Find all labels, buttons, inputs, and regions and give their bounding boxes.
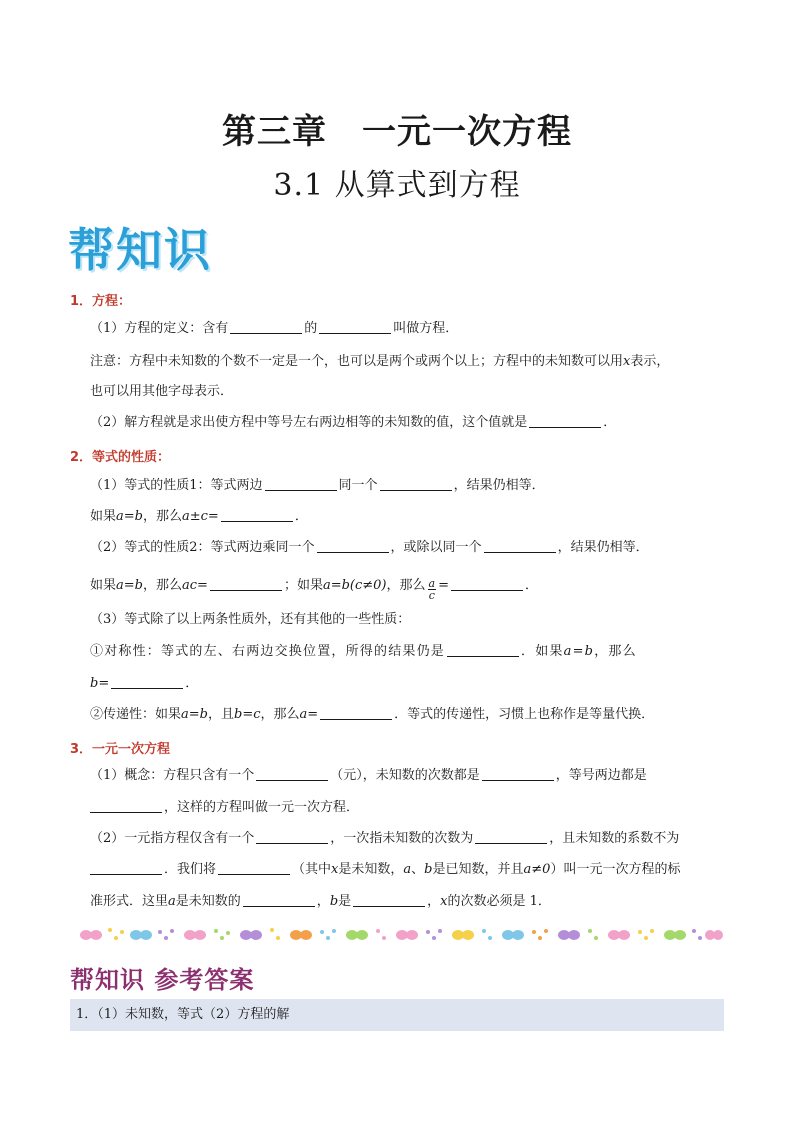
answer-blank[interactable] (210, 578, 282, 591)
answer-blank[interactable] (451, 578, 523, 591)
text-line: （2）一元指方程仅含有一个 ，一次指未知数的次数为 ，且未知数的系数不为 (90, 831, 680, 846)
text-line: 如果a=b，那么ac= ；如果a=b(c≠0)，那么 $\frac{a}{c}$ = ． (90, 577, 539, 602)
answer-blank[interactable] (353, 894, 425, 907)
text-line: ②传递性：如果a=b，且b=c，那么a= ．等式的传递性，习惯上也称作是等量代换． (90, 707, 655, 722)
answer-blank[interactable] (380, 478, 452, 491)
fraction-a-over-c: $\frac{a}{c}$ (428, 577, 436, 602)
text-line: （3）等式除了以上两条性质外，还有其他的一些性质： (90, 612, 411, 627)
text-line: ①对称性：等式的左、右两边交换位置，所得的结果仍是 ．如果a=b，那么 (90, 644, 637, 659)
answer-blank[interactable] (475, 831, 547, 844)
answer-blank[interactable] (529, 415, 601, 428)
answer-blank[interactable] (320, 707, 392, 720)
text-line: 也可以用其他字母表示． (90, 384, 234, 399)
answer-blank[interactable] (90, 800, 162, 813)
answer-blank[interactable] (90, 862, 162, 875)
answer-blank[interactable] (230, 321, 302, 334)
answer-blank[interactable] (221, 509, 293, 522)
text-line: （2）解方程就是求出使方程中等号左右两边相等的未知数的值，这个值就是 ． (90, 415, 617, 430)
answer-blank[interactable] (218, 862, 290, 875)
answer-blank[interactable] (111, 676, 183, 689)
answer-blank[interactable] (256, 831, 328, 844)
butterfly-icon (452, 930, 474, 940)
text-line: （1）等式的性质1：等式两边 同一个 ，结果仍相等． (90, 478, 545, 493)
text-line: 准形式．这里a是未知数的 ，b是 ，x的次数必须是 1． (90, 894, 551, 909)
answer-blank[interactable] (317, 540, 389, 553)
answer-blank[interactable] (484, 540, 556, 553)
answer-blank[interactable] (482, 768, 554, 781)
text-line: （1）概念：方程只含有一个 （元），未知数的次数都是 ，等号两边都是 (90, 768, 647, 783)
answer-blank[interactable] (319, 321, 391, 334)
butterfly-icon (240, 930, 262, 940)
text-line: ，这样的方程叫做一元一次方程． (90, 800, 359, 816)
text-line: （1）方程的定义：含有 的 叫做方程． (90, 321, 459, 336)
answer-blank[interactable] (243, 894, 315, 907)
answers-line-1: 1．（1）未知数，等式（2）方程的解 (70, 999, 724, 1031)
text-line: 如果a=b，那么a±c= ． (90, 509, 308, 524)
answer-blank[interactable] (256, 768, 328, 781)
butterfly-icon (130, 930, 152, 940)
text-line: 注意：方程中未知数的个数不一定是一个，也可以是两个或两个以上；方程中的未知数可以用x表示， (90, 354, 670, 369)
help-knowledge-logo: 帮知识 (68, 223, 212, 277)
answers-title: 帮知识 参考答案 (70, 966, 255, 994)
section-heading-linear-equation: 3．一元一次方程 (70, 742, 171, 757)
butterfly-icon (184, 930, 206, 940)
text-line: ．我们将 （其中x是未知数，a、b是已知数，并且a≠0）叫一元一次方程的标 (90, 862, 680, 878)
butterfly-icon (608, 930, 630, 940)
answer-blank[interactable] (447, 644, 519, 657)
butterfly-icon (705, 930, 723, 940)
butterfly-icon (346, 930, 368, 940)
butterfly-icon (290, 930, 312, 940)
butterfly-icon (396, 930, 418, 940)
answer-blank[interactable] (265, 478, 337, 491)
butterfly-icon (80, 930, 102, 940)
section-heading-equation: 1．方程： (70, 294, 132, 309)
decorative-butterfly-divider (70, 924, 724, 946)
text-line: （2）等式的性质2：等式两边乘同一个 ，或除以同一个 ，结果仍相等． (90, 540, 649, 555)
section-title: 3.1 从算式到方程 (273, 168, 521, 203)
butterfly-icon (664, 930, 686, 940)
butterfly-icon (502, 930, 524, 940)
butterfly-icon (558, 930, 580, 940)
text-line: b= ． (90, 676, 199, 691)
chapter-title: 第三章 一元一次方程 (222, 112, 572, 152)
section-heading-equality-properties: 2．等式的性质： (70, 450, 171, 465)
